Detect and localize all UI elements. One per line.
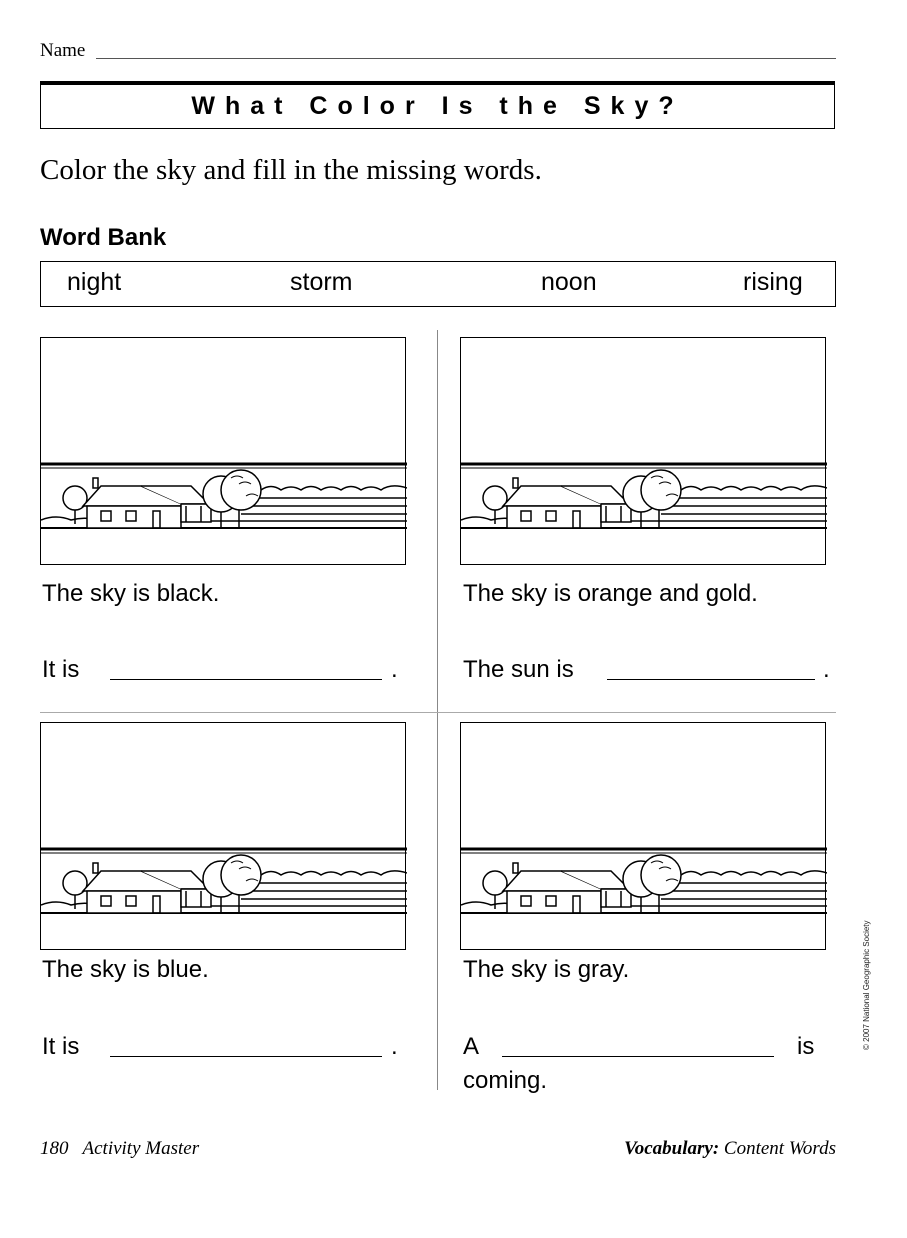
panel-prompt-continuation: coming. <box>463 1067 548 1094</box>
word-bank-word: storm <box>290 268 353 296</box>
panel-sentence: The sky is gray. <box>463 956 630 983</box>
answer-blank[interactable] <box>607 679 815 680</box>
horizontal-divider <box>40 712 836 713</box>
house-landscape-illustration <box>41 338 407 566</box>
panel-prompt-end: is <box>797 1033 815 1060</box>
panel-prompt-start: A <box>463 1033 480 1060</box>
house-landscape-illustration <box>41 723 407 951</box>
house-landscape-illustration <box>461 338 827 566</box>
content-words-label: Content Words <box>719 1138 836 1159</box>
instructions: Color the sky and fill in the missing words. <box>40 154 542 186</box>
panel-sentence: The sky is blue. <box>42 956 209 983</box>
panel-prompt-start: It is <box>42 656 80 683</box>
vocabulary-label: Vocabulary: <box>624 1138 720 1159</box>
sky-picture[interactable] <box>460 337 826 565</box>
footer-right <box>624 1138 836 1160</box>
sky-picture[interactable] <box>460 722 826 950</box>
word-bank-word: night <box>67 268 122 296</box>
house-landscape-illustration <box>461 723 827 951</box>
vertical-divider <box>437 330 438 1090</box>
name-label: Name <box>40 40 86 61</box>
footer-left <box>40 1138 199 1160</box>
answer-blank[interactable] <box>110 1056 382 1057</box>
copyright-notice: © 2007 National Geographic Society <box>862 920 871 1050</box>
word-bank-box <box>40 261 836 307</box>
title-band <box>40 81 835 129</box>
panel-prompt-start: It is <box>42 1033 80 1060</box>
answer-blank[interactable] <box>110 679 382 680</box>
panel-prompt-end: . <box>391 1033 398 1060</box>
panel-prompt-end: . <box>391 656 398 683</box>
page-title: What Color Is the Sky? <box>191 92 684 120</box>
name-line[interactable] <box>96 58 836 59</box>
answer-blank[interactable] <box>502 1056 774 1057</box>
panel-sentence: The sky is black. <box>42 580 220 607</box>
panel-prompt-start: The sun is <box>463 656 574 683</box>
word-bank-heading: Word Bank <box>40 224 167 251</box>
word-bank-word: rising <box>743 268 803 296</box>
panel-prompt-end: . <box>823 656 830 683</box>
word-bank-word: noon <box>541 268 597 296</box>
page-number: 180 <box>40 1138 69 1159</box>
sky-picture[interactable] <box>40 722 406 950</box>
panel-sentence: The sky is orange and gold. <box>463 580 758 607</box>
activity-master-label: Activity Master <box>82 1138 200 1159</box>
sky-picture[interactable] <box>40 337 406 565</box>
